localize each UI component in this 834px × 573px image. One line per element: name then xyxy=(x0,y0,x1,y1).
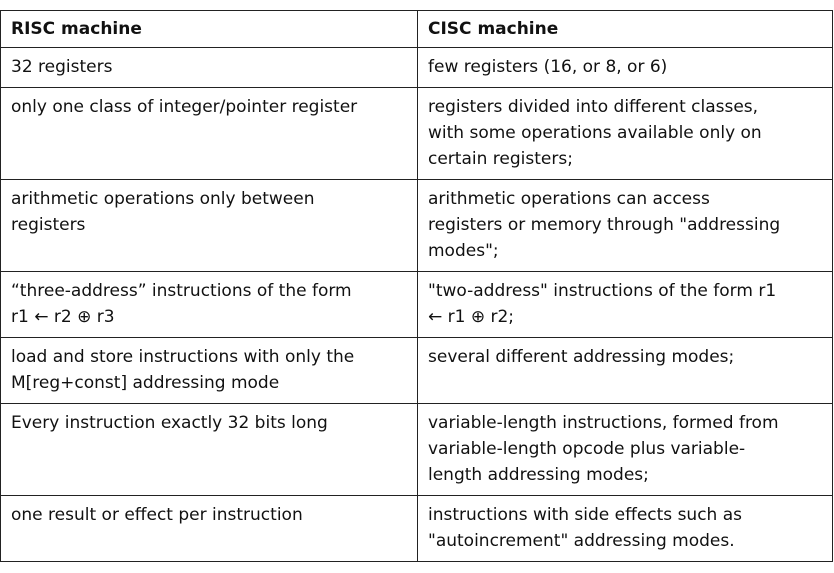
cisc-cell: arithmetic operations can access registers or memory through "addressing modes"; xyxy=(418,180,833,272)
table-row xyxy=(1,88,833,180)
table-row xyxy=(1,180,833,272)
table-header-row xyxy=(1,11,833,48)
risc-cell: load and store instructions with only the M[reg+const] addressing mode xyxy=(1,338,418,404)
risc-cell: only one class of integer/pointer register xyxy=(1,88,418,180)
comparison-table-container xyxy=(0,10,832,562)
risc-cell: one result or effect per instruction xyxy=(1,496,418,562)
cisc-cell: "two-address" instructions of the form r1 ← r1 ⊕ r2; xyxy=(418,272,833,338)
risc-cell: 32 registers xyxy=(1,48,418,88)
table-row xyxy=(1,338,833,404)
header-risc: RISC machine xyxy=(1,11,418,48)
cisc-cell: variable-length instructions, formed from variable-length opcode plus variable- length addressing modes; xyxy=(418,404,833,496)
risc-cisc-comparison-table xyxy=(0,10,833,562)
table-row xyxy=(1,496,833,562)
header-cisc: CISC machine xyxy=(418,11,833,48)
cisc-cell: registers divided into different classes, with some operations available only on certain registers; xyxy=(418,88,833,180)
risc-cell: “three-address” instructions of the form r1 ← r2 ⊕ r3 xyxy=(1,272,418,338)
risc-cell: arithmetic operations only between registers xyxy=(1,180,418,272)
risc-cell: Every instruction exactly 32 bits long xyxy=(1,404,418,496)
table-row xyxy=(1,48,833,88)
cisc-cell: few registers (16, or 8, or 6) xyxy=(418,48,833,88)
table-row xyxy=(1,272,833,338)
cisc-cell: several different addressing modes; xyxy=(418,338,833,404)
cisc-cell: instructions with side effects such as "autoincrement" addressing modes. xyxy=(418,496,833,562)
table-row xyxy=(1,404,833,496)
